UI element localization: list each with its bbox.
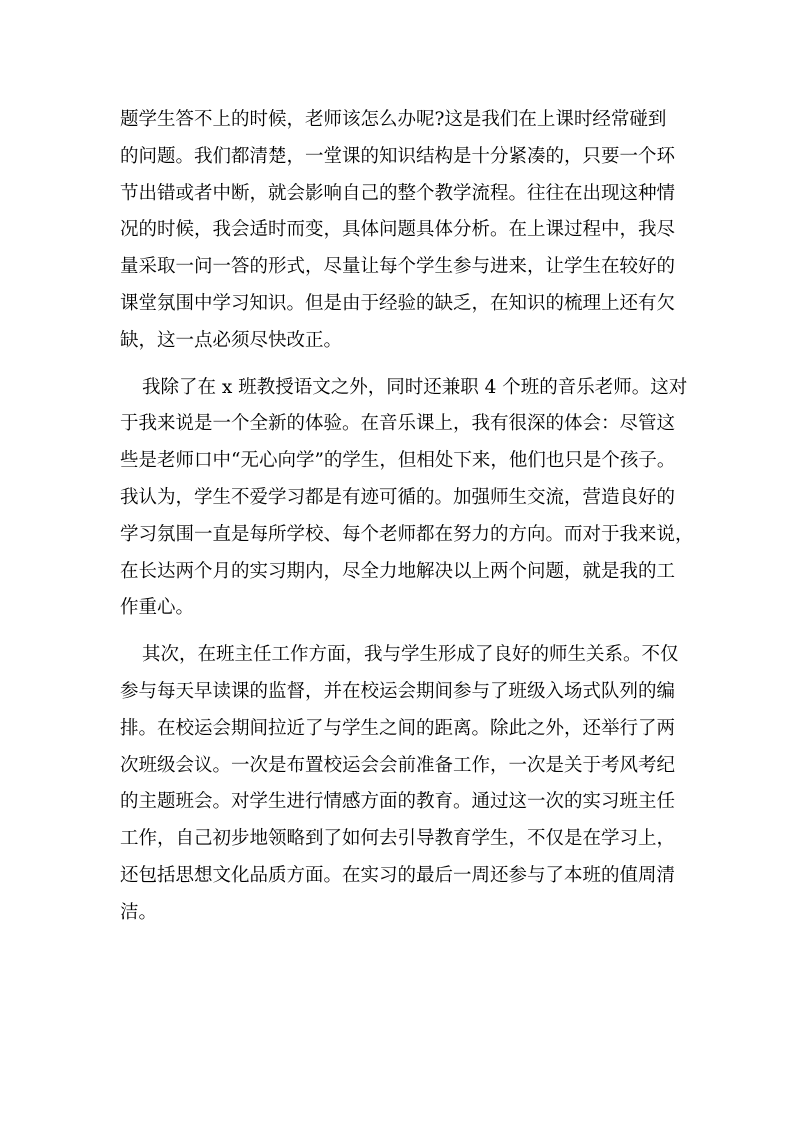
paragraph-3-line-3: 排。在校运会期间拉近了与学生之间的距离。除此之外，还举行了两 xyxy=(120,717,676,739)
paragraph-2-line-1: 我除了在 x 班教授语文之外，同时还兼职 4 个班的音乐老师。这对 xyxy=(142,376,688,398)
paragraph-1-line-1: 题学生答不上的时候，老师该怎么办呢?这是我们在上课时经常碰到 xyxy=(120,109,667,130)
paragraph-2-line-4: 我认为，学生不爱学习都是有迹可循的。加强师生交流，营造良好的 xyxy=(120,486,676,508)
paragraph-1-line-7: 缺，这一点必须尽快改正。 xyxy=(120,329,343,351)
paragraph-2-line-6: 在长达两个月的实习期内，尽全力地解决以上两个问题，就是我的工 xyxy=(120,560,676,582)
paragraph-gap xyxy=(120,360,680,370)
paragraph-3-line-8: 洁。 xyxy=(120,901,158,923)
paragraph-2-line-3: 些是老师口中“无心向学”的学生，但相处下来，他们也只是个孩子。 xyxy=(120,450,676,472)
paragraph-1-line-5: 量采取一问一答的形式，尽量让每个学生参与进来，让学生在较好的 xyxy=(120,256,676,278)
paragraph-3-line-2: 参与每天早读课的监督，并在校运会期间参与了班级入场式队列的编 xyxy=(120,680,676,702)
paragraph-2-line-2: 于我来说是一个全新的体验。在音乐课上，我有很深的体会：尽管这 xyxy=(120,413,676,435)
paragraph-3-line-1: 其次，在班主任工作方面，我与学生形成了良好的师生关系。不仅 xyxy=(142,644,679,666)
paragraph-3-line-7: 还包括思想文化品质方面。在实习的最后一周还参与了本班的值周清 xyxy=(120,864,676,886)
paragraph-1-line-3: 节出错或者中断，就会影响自己的整个教学流程。往往在出现这种情 xyxy=(120,182,676,204)
paragraph-2-line-5: 学习氛围一直是每所学校、每个老师都在努力的方向。而对于我来说， xyxy=(120,523,694,545)
paragraph-3-line-6: 工作，自己初步地领略到了如何去引导教育学生，不仅是在学习上， xyxy=(120,828,676,850)
paragraph-3-line-4: 次班级会议。一次是布置校运会会前准备工作，一次是关于考风考纪 xyxy=(120,754,676,776)
paragraph-1-line-4: 况的时候，我会适时而变，具体问题具体分析。在上课过程中，我尽 xyxy=(120,219,676,241)
paragraph-1-line-6: 课堂氛围中学习知识。但是由于经验的缺乏，在知识的梳理上还有欠 xyxy=(120,292,676,314)
paragraph-gap xyxy=(120,627,680,637)
paragraph-3-line-5: 的主题班会。对学生进行情感方面的教育。通过这一次的实习班主任 xyxy=(120,791,676,813)
body-text xyxy=(120,102,694,932)
paragraph-2-line-7: 作重心。 xyxy=(120,597,195,619)
paragraph-1-line-2: 的问题。我们都清楚，一堂课的知识结构是十分紧凑的，只要一个环 xyxy=(120,145,676,167)
